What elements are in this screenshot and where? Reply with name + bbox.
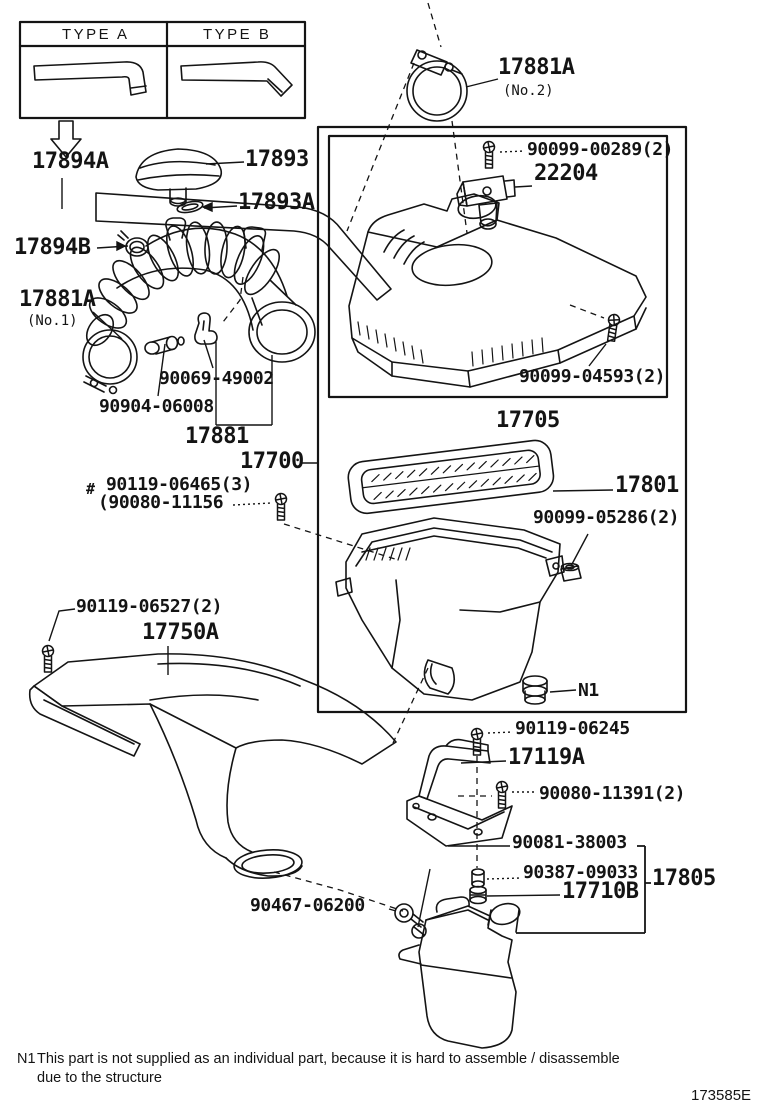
figure-code: 173585E — [691, 1087, 752, 1104]
air-filter-17801-drawing — [346, 439, 555, 515]
part-label-90904-06008: 90904-06008 — [99, 396, 214, 417]
corrugated-hose-17881-drawing — [81, 218, 315, 362]
part-label-90099-00289: 90099-00289(2) — [527, 139, 674, 160]
clamp-17894b-drawing — [118, 231, 148, 256]
bolt-90119-06527 — [43, 646, 54, 673]
footnote-n1-tag: N1 — [17, 1051, 36, 1067]
footnote-line2: due to the structure — [37, 1070, 162, 1086]
clamp-17881a-no1-drawing — [83, 330, 137, 394]
resonator-17710b-drawing — [399, 897, 522, 1048]
part-label-n1-callout: N1 — [578, 680, 599, 701]
clamp-90069-drawing — [195, 313, 217, 344]
bracket-17119a-drawing — [407, 740, 512, 846]
type-a-duct-drawing — [34, 62, 146, 95]
part-label-17894b: 17894B — [14, 235, 91, 260]
part-label-17893a: 17893A — [238, 190, 315, 215]
air-cleaner-case-drawing — [336, 518, 564, 700]
bolt-90099-00289 — [484, 142, 495, 169]
part-label-17881: 17881 — [185, 424, 249, 449]
part-label-17750a: 17750A — [142, 620, 219, 645]
part-label-90099-04593: 90099-04593(2) — [519, 366, 666, 387]
footnote-line1: This part is not supplied as an individual part, because it is hard to assemble / disassemble — [37, 1051, 620, 1067]
part-label-90119-06465: 90119-06465(3) — [106, 474, 253, 495]
part-label-17881a-no1-sub: (No.1) — [27, 313, 78, 329]
part-label-90081-38003: 90081-38003 — [512, 832, 627, 853]
part-label-17894a: 17894A — [32, 149, 109, 174]
type-a-header: TYPE A — [62, 26, 130, 43]
part-label-17881a-no2: 17881A — [498, 55, 575, 80]
part-label-90387-09033: 90387-09033 — [523, 862, 638, 883]
part-label-90099-05286: 90099-05286(2) — [533, 507, 680, 528]
substitution-hash-mark: # — [86, 480, 96, 498]
bolt-90119-06245 — [472, 729, 483, 756]
part-label-17881a-no1: 17881A — [19, 287, 96, 312]
part-label-17119a: 17119A — [508, 745, 585, 770]
type-b-duct-drawing — [181, 62, 292, 96]
part-label-90467-06200: 90467-06200 — [250, 895, 365, 916]
part-label-90080-11391: 90080-11391(2) — [539, 783, 686, 804]
part-label-17801: 17801 — [615, 473, 679, 498]
grommet-90387-drawing — [470, 887, 486, 904]
cap-90081-drawing — [472, 869, 484, 887]
air-duct-17750a-drawing — [30, 654, 396, 880]
part-label-17700: 17700 — [240, 449, 304, 474]
part-label-90069-49002: 90069-49002 — [159, 368, 274, 389]
part-label-17705: 17705 — [496, 408, 560, 433]
clamp-17881a-no2-drawing — [407, 50, 467, 121]
part-label-90080-11156: (90080-11156 — [98, 492, 224, 513]
part-label-17805: 17805 — [652, 866, 716, 891]
part-label-17893: 17893 — [245, 147, 309, 172]
bolt-90119-06465 — [276, 494, 287, 521]
part-label-90119-06245: 90119-06245 — [515, 718, 630, 739]
type-b-header: TYPE B — [203, 26, 272, 43]
part-label-90119-06527: 90119-06527(2) — [76, 596, 223, 617]
bolt-90080-11391 — [497, 782, 508, 809]
part-label-17881a-no2-sub: (No.2) — [503, 83, 554, 99]
clamp-17893a-drawing — [176, 199, 204, 214]
part-label-17710b: 17710B — [562, 879, 639, 904]
air-cleaner-cap-drawing — [349, 193, 646, 387]
part-label-22204: 22204 — [534, 161, 598, 186]
grommet-n1-drawing — [523, 676, 547, 704]
